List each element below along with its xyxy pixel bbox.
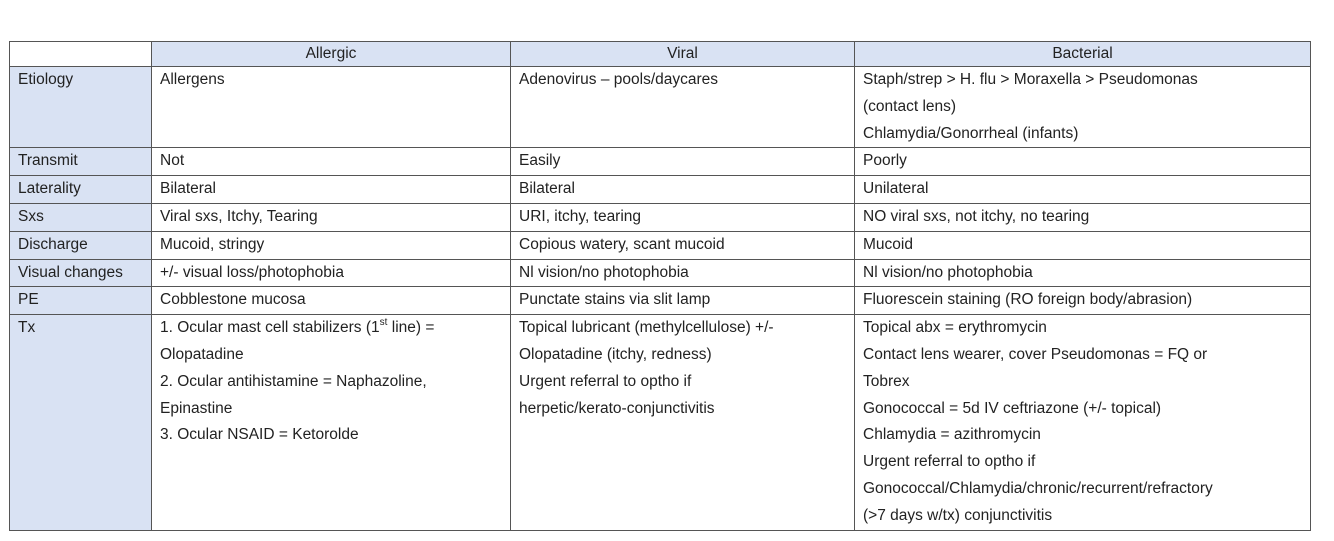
superscript: st	[379, 317, 388, 329]
cell-line: Olopatadine	[160, 345, 244, 363]
cell-tx-viral	[511, 315, 855, 530]
cell-laterality-bacterial: Unilateral	[855, 176, 1311, 204]
cell-line: (>7 days w/tx) conjunctivitis	[863, 506, 1053, 524]
cell-pe-viral: Punctate stains via slit lamp	[511, 287, 855, 315]
cell-line: Gonococcal = 5d IV ceftriazone (+/- topical)	[863, 399, 1162, 417]
table-row	[10, 287, 1311, 315]
cell-line: Urgent referral to optho if	[863, 453, 1036, 471]
cell-line	[160, 315, 502, 342]
cell-etiology-bacterial	[855, 67, 1311, 148]
row-label-sxs: Sxs	[10, 203, 152, 231]
cell-line: Olopatadine (itchy, redness)	[519, 345, 712, 363]
comparison-table	[9, 41, 1311, 531]
cell-visual-viral: Nl vision/no photophobia	[511, 259, 855, 287]
text-run: line) =	[387, 319, 435, 337]
cell-laterality-viral: Bilateral	[511, 176, 855, 204]
cell-line: Urgent referral to optho if	[519, 372, 692, 390]
cell-discharge-viral: Copious watery, scant mucoid	[511, 231, 855, 259]
text-run: 1. Ocular mast cell stabilizers (1	[160, 319, 380, 337]
cell-transmit-viral: Easily	[511, 148, 855, 176]
cell-sxs-viral: URI, itchy, tearing	[511, 203, 855, 231]
row-label-discharge: Discharge	[10, 231, 152, 259]
cell-visual-allergic: +/- visual loss/photophobia	[152, 259, 511, 287]
row-label-laterality: Laterality	[10, 176, 152, 204]
cell-sxs-allergic: Viral sxs, Itchy, Tearing	[152, 203, 511, 231]
cell-etiology-allergic	[152, 67, 511, 148]
header-row	[10, 42, 1311, 67]
table-row	[10, 315, 1311, 530]
cell-line: 2. Ocular antihistamine = Naphazoline,	[160, 372, 427, 390]
cell-transmit-allergic: Not	[152, 148, 511, 176]
header-bacterial: Bacterial	[855, 42, 1311, 67]
cell-line: herpetic/kerato-conjunctivitis	[519, 399, 715, 417]
cell-discharge-bacterial: Mucoid	[855, 231, 1311, 259]
cell-pe-allergic: Cobblestone mucosa	[152, 287, 511, 315]
cell-laterality-allergic: Bilateral	[152, 176, 511, 204]
cell-line: Epinastine	[160, 399, 233, 417]
cell-line: Topical abx = erythromycin	[863, 319, 1047, 337]
cell-line: 3. Ocular NSAID = Ketorolde	[160, 426, 359, 444]
cell-line: Staph/strep > H. flu > Moraxella > Pseudomonas	[863, 71, 1198, 88]
header-viral: Viral	[511, 42, 855, 67]
cell-line: Adenovirus – pools/daycares	[519, 71, 719, 88]
header-allergic: Allergic	[152, 42, 511, 67]
cell-visual-bacterial: Nl vision/no photophobia	[855, 259, 1311, 287]
row-label-visual-changes: Visual changes	[10, 259, 152, 287]
cell-line: Chlamydia/Gonorrheal (infants)	[863, 124, 1079, 142]
cell-discharge-allergic: Mucoid, stringy	[152, 231, 511, 259]
cell-line: Gonococcal/Chlamydia/chronic/recurrent/refractory	[863, 479, 1213, 497]
cell-tx-allergic	[152, 315, 511, 530]
header-corner-cell	[10, 42, 152, 67]
table-row	[10, 148, 1311, 176]
row-label-transmit: Transmit	[10, 148, 152, 176]
cell-tx-bacterial	[855, 315, 1311, 530]
cell-line: Allergens	[160, 71, 225, 88]
cell-line: Contact lens wearer, cover Pseudomonas = FQ or	[863, 345, 1208, 363]
cell-line: Tobrex	[863, 372, 910, 390]
row-label-tx: Tx	[10, 315, 152, 530]
cell-line: Topical lubricant (methylcellulose) +/-	[519, 319, 774, 337]
table-row	[10, 176, 1311, 204]
cell-transmit-bacterial: Poorly	[855, 148, 1311, 176]
cell-line: Chlamydia = azithromycin	[863, 426, 1041, 444]
cell-etiology-viral	[511, 67, 855, 148]
table-row	[10, 67, 1311, 148]
table-row	[10, 203, 1311, 231]
table-row	[10, 259, 1311, 287]
row-label-pe: PE	[10, 287, 152, 315]
table-row	[10, 231, 1311, 259]
cell-sxs-bacterial: NO viral sxs, not itchy, no tearing	[855, 203, 1311, 231]
row-label-etiology: Etiology	[10, 67, 152, 148]
cell-pe-bacterial: Fluorescein staining (RO foreign body/abrasion)	[855, 287, 1311, 315]
cell-line: (contact lens)	[863, 97, 957, 115]
